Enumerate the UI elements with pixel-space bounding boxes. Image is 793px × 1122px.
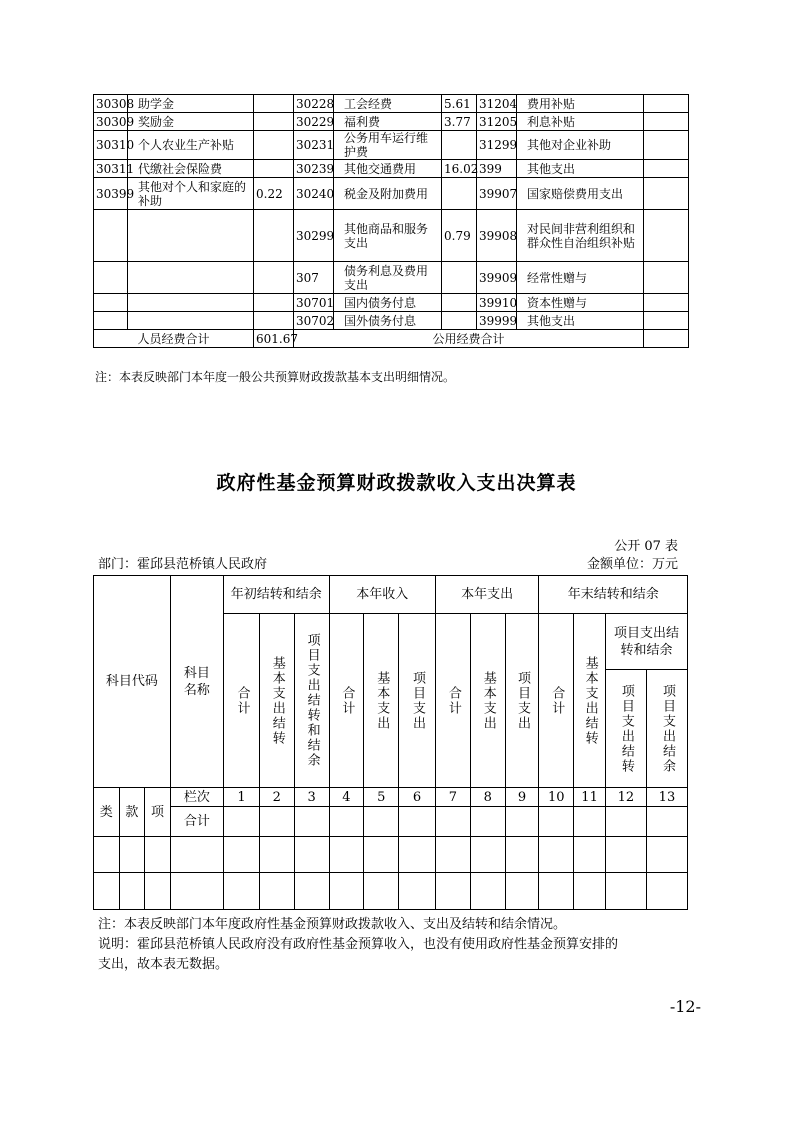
table-cell: 30309: [94, 113, 128, 131]
income-project-header: 项目支出: [410, 670, 426, 731]
income-total-header: 合计: [339, 685, 355, 716]
table-cell: 奖励金: [128, 113, 254, 131]
table-cell: [94, 312, 128, 330]
table-cell: [644, 312, 689, 330]
table-cell: [128, 210, 254, 262]
table-cell: [644, 95, 689, 113]
column-number: 11: [574, 788, 606, 807]
table-row: [94, 210, 689, 262]
table-cell: 经常性赠与: [517, 262, 644, 294]
expense-project-header: 项目支出: [515, 670, 530, 731]
table-cell: 其他支出: [517, 160, 644, 178]
table-cell: 31204: [477, 95, 517, 113]
table-row: [94, 294, 689, 312]
carry-end-header: 年末结转和结余: [539, 576, 688, 614]
table-row: [94, 131, 689, 160]
table-row: [94, 160, 689, 178]
table-cell: [254, 262, 294, 294]
table-cell: 31205: [477, 113, 517, 131]
top-note: 注：本表反映部门本年度一般公共预算财政拨款基本支出明细情况。: [95, 370, 456, 384]
table-cell: 30239: [294, 160, 334, 178]
table-cell: 39999: [477, 312, 517, 330]
table-cell: [254, 131, 294, 160]
basic-expenditure-detail-table: [93, 94, 689, 348]
carry-end-project-group-header: 项目支出结转和结余: [605, 614, 687, 670]
table-cell: 税金及附加费用: [334, 178, 442, 210]
table-cell: 39908: [477, 210, 517, 262]
table-cell: [442, 312, 477, 330]
table-cell: 30228: [294, 95, 334, 113]
public-total-label: 公用经费合计: [294, 330, 644, 348]
table-cell: 国内债务付息: [334, 294, 442, 312]
expense-basic-header: 基本支出: [480, 670, 496, 731]
table-cell: [254, 294, 294, 312]
table-cell: 利息补贴: [517, 113, 644, 131]
carry-begin-basic-header: 基本支出结转: [269, 655, 285, 746]
table-cell: 其他对企业补助: [517, 131, 644, 160]
carry-end-total-header: 合计: [549, 685, 565, 716]
column-number: 13: [646, 788, 687, 807]
table-cell: [254, 312, 294, 330]
table-cell: 其他交通费用: [334, 160, 442, 178]
empty-row: [94, 837, 688, 873]
table-cell: 39909: [477, 262, 517, 294]
table-cell: [128, 262, 254, 294]
table-cell: [94, 210, 128, 262]
table-cell: 30231: [294, 131, 334, 160]
explanation-line-2: 支出，故本表无数据。: [98, 957, 229, 972]
table-cell: 0.79: [442, 210, 477, 262]
table-cell: 30311: [94, 160, 128, 178]
table-cell: 其他商品和服务支出: [334, 210, 442, 262]
table-cell: 债务利息及费用支出: [334, 262, 442, 294]
total-row: [94, 807, 688, 837]
table-cell: [644, 294, 689, 312]
subject-code-header: 科目代码: [94, 576, 171, 788]
table-cell: 30308: [94, 95, 128, 113]
expense-total-header: 合计: [445, 685, 461, 716]
table-cell: 助学金: [128, 95, 254, 113]
expense-header: 本年支出: [435, 576, 538, 614]
table-cell: 个人农业生产补贴: [128, 131, 254, 160]
table-cell: 31299: [477, 131, 517, 160]
kuan-header: 款: [119, 788, 145, 837]
table-cell: 30701: [294, 294, 334, 312]
empty-row: [94, 873, 688, 910]
table-code: 公开 07 表: [614, 539, 678, 554]
table-cell: [644, 113, 689, 131]
table-cell: 16.02: [442, 160, 477, 178]
table-cell: 30310: [94, 131, 128, 160]
table-cell: [254, 210, 294, 262]
table-cell: [644, 210, 689, 262]
table-cell: [254, 113, 294, 131]
table-cell: 399: [477, 160, 517, 178]
table-cell: 公务用车运行维护费: [334, 131, 442, 160]
table-cell: [442, 131, 477, 160]
table-cell: [644, 131, 689, 160]
table-cell: 对民间非营利组织和群众性自治组织补贴: [517, 210, 644, 262]
carry-begin-header: 年初结转和结余: [224, 576, 329, 614]
unit-label: 金额单位：万元: [586, 557, 678, 572]
government-fund-table: [93, 575, 688, 910]
carry-end-project-surplus-header: 项目支出结余: [659, 683, 675, 774]
carry-begin-total-header: 合计: [234, 685, 250, 716]
column-number: 9: [505, 788, 539, 807]
column-number: 2: [259, 788, 294, 807]
department-label: 部门：霍邱县范桥镇人民政府: [98, 557, 268, 572]
column-number: 8: [470, 788, 505, 807]
public-total-value: [644, 330, 689, 348]
subject-name-header: 科目名称: [170, 576, 223, 788]
table-cell: 30299: [294, 210, 334, 262]
table-cell: [128, 294, 254, 312]
total-row-label: 合计: [170, 807, 223, 837]
column-number: 4: [329, 788, 364, 807]
table-cell: [254, 160, 294, 178]
table-cell: 国外债务付息: [334, 312, 442, 330]
carry-begin-project-header: 项目支出结转和结余: [304, 633, 320, 768]
income-basic-header: 基本支出: [374, 670, 390, 731]
table-cell: 30229: [294, 113, 334, 131]
section-title: 政府性基金预算财政拨款收入支出决算表: [216, 472, 577, 494]
table-cell: 5.61: [442, 95, 477, 113]
table-cell: 其他支出: [517, 312, 644, 330]
table-cell: 0.22: [254, 178, 294, 210]
table-row: [94, 113, 689, 131]
table-cell: [94, 294, 128, 312]
table-row: [94, 178, 689, 210]
table-cell: [442, 178, 477, 210]
bottom-note: 注：本表反映部门本年度政府性基金预算财政拨款收入、支出及结转和结余情况。: [98, 917, 567, 932]
table-cell: 代缴社会保险费: [128, 160, 254, 178]
personnel-total-label: 人员经费合计: [94, 330, 254, 348]
table-cell: 39910: [477, 294, 517, 312]
table-cell: 3.77: [442, 113, 477, 131]
table-cell: [644, 160, 689, 178]
column-number: 6: [399, 788, 436, 807]
explanation-line-1: 说明：霍邱县范桥镇人民政府没有政府性基金预算收入，也没有使用政府性基金预算安排的: [98, 937, 619, 952]
table-cell: [94, 262, 128, 294]
table-cell: 30240: [294, 178, 334, 210]
table-row: [94, 312, 689, 330]
page-number: -12-: [669, 997, 701, 1016]
table-cell: 福利费: [334, 113, 442, 131]
table-cell: [644, 262, 689, 294]
table-cell: 30702: [294, 312, 334, 330]
table-cell: [442, 262, 477, 294]
table-cell: 30399: [94, 178, 128, 210]
lei-header: 类: [94, 788, 120, 837]
carry-end-project-carry-header: 项目支出结转: [618, 683, 634, 774]
personnel-total-row: [94, 330, 689, 348]
table-cell: 其他对个人和家庭的补助: [128, 178, 254, 210]
table-cell: [128, 312, 254, 330]
income-header: 本年收入: [329, 576, 435, 614]
carry-end-basic-header: 基本支出结转: [582, 655, 598, 746]
table-cell: 307: [294, 262, 334, 294]
table-cell: 国家赔偿费用支出: [517, 178, 644, 210]
xiang-header: 项: [145, 788, 171, 837]
column-number: 3: [294, 788, 329, 807]
table-cell: [254, 95, 294, 113]
column-number: 1: [224, 788, 260, 807]
table-cell: [644, 178, 689, 210]
column-number: 5: [364, 788, 399, 807]
column-number: 12: [605, 788, 646, 807]
table-cell: 工会经费: [334, 95, 442, 113]
personnel-total-value: 601.67: [254, 330, 294, 348]
table-cell: [442, 294, 477, 312]
column-number: 10: [539, 788, 574, 807]
lanci-label: 栏次: [170, 788, 223, 807]
table-row: [94, 262, 689, 294]
table-row: [94, 95, 689, 113]
table-cell: 费用补贴: [517, 95, 644, 113]
table-cell: 资本性赠与: [517, 294, 644, 312]
table-cell: 39907: [477, 178, 517, 210]
column-number: 7: [435, 788, 470, 807]
